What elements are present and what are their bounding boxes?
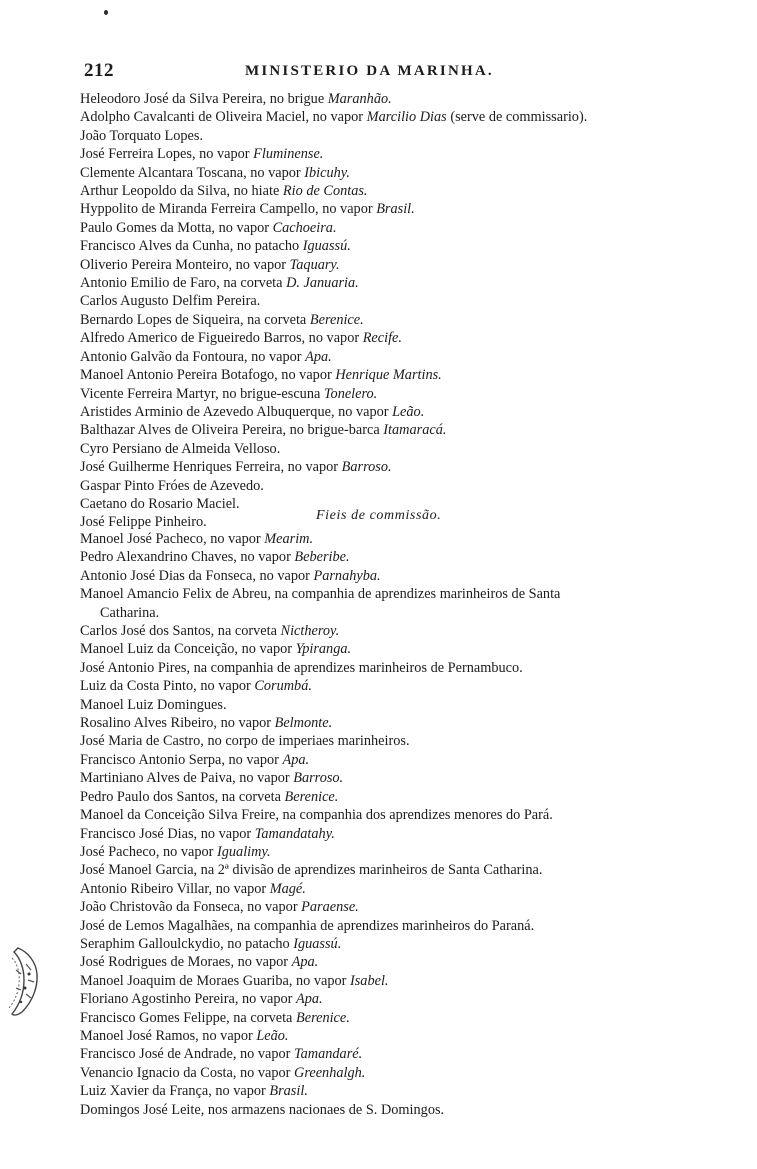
list-entry xyxy=(80,311,720,329)
ship-name: Leão. xyxy=(256,1027,289,1044)
entry-text: Vicente Ferreira Martyr, no brigue-escuna xyxy=(80,385,324,402)
ship-name: Leão. xyxy=(392,403,425,420)
ship-name: Brasil. xyxy=(376,201,415,218)
entry-text: Manoel Luiz da Conceição, no vapor xyxy=(80,641,296,658)
entry-text: Francisco José Dias, no vapor xyxy=(80,825,255,842)
officers-list xyxy=(80,90,720,532)
ship-name: Igualimy. xyxy=(216,843,271,860)
margin-stamp-fragment xyxy=(4,944,40,1018)
ship-name: Apa. xyxy=(282,751,310,768)
ship-name: Iguassú. xyxy=(302,238,351,255)
ship-name: Nictheroy. xyxy=(280,623,340,640)
entry-text: Rosalino Alves Ribeiro, no vapor xyxy=(80,715,275,732)
ship-name: Henrique Martins. xyxy=(335,367,442,384)
list-entry xyxy=(80,880,720,898)
list-entry xyxy=(80,769,720,787)
entry-text: Balthazar Alves de Oliveira Pereira, no brigue-barca xyxy=(80,422,384,439)
list-entry xyxy=(80,164,720,182)
list-entry xyxy=(80,585,720,622)
entry-text: Luiz da Costa Pinto, no vapor xyxy=(80,678,255,695)
ship-name: Berenice. xyxy=(284,788,339,805)
entry-text: Carlos Augusto Delfim Pereira. xyxy=(80,293,261,310)
ship-name: Greenhalgh. xyxy=(294,1064,366,1081)
ship-name: Tonelero. xyxy=(323,385,378,402)
page-header xyxy=(84,60,554,84)
entry-text: Adolpho Cavalcanti de Oliveira Maciel, no vapor xyxy=(80,109,367,126)
list-entry xyxy=(80,548,720,566)
list-entry xyxy=(80,421,720,439)
ship-name: Belmonte. xyxy=(274,715,333,732)
list-entry xyxy=(80,696,720,714)
running-head: MINISTERIO DA MARINHA. xyxy=(245,63,494,79)
list-entry xyxy=(80,972,720,990)
list-entry xyxy=(80,182,720,200)
entry-text: Oliverio Pereira Monteiro, no vapor xyxy=(80,256,290,273)
list-entry xyxy=(80,200,720,218)
list-entry xyxy=(80,677,720,695)
ship-name: Cachoeira. xyxy=(272,219,337,236)
entry-text: José Rodrigues de Moraes, no vapor xyxy=(80,954,292,971)
ship-name: Berenice. xyxy=(309,311,364,328)
list-entry xyxy=(80,622,720,640)
list-entry xyxy=(80,366,720,384)
ink-speck xyxy=(104,10,108,15)
ship-name: Berenice. xyxy=(295,1009,350,1026)
ship-name: Magé. xyxy=(269,880,306,897)
entry-text: Antonio Ribeiro Villar, no vapor xyxy=(80,880,270,897)
ship-name: Apa. xyxy=(296,991,323,1008)
entry-text: Francisco Alves da Cunha, no patacho xyxy=(80,238,303,255)
list-entry xyxy=(80,329,720,347)
list-entry xyxy=(80,237,720,255)
ship-name: Corumbá. xyxy=(254,678,312,695)
entry-continuation: Catharina. xyxy=(100,604,160,621)
entry-text: Antonio José Dias da Fonseca, no vapor xyxy=(80,567,314,584)
ship-name: Apa. xyxy=(291,954,319,971)
list-entry xyxy=(80,898,720,916)
entry-text: Alfredo Americo de Figueiredo Barros, no vapor xyxy=(80,330,363,347)
list-entry xyxy=(80,843,720,861)
entry-text: Gaspar Pinto Fróes de Azevedo. xyxy=(80,477,264,494)
entry-text: José Ferreira Lopes, no vapor xyxy=(80,146,254,163)
ship-name: Barroso. xyxy=(293,770,344,787)
ship-name: Fluminense. xyxy=(253,146,324,163)
list-entry xyxy=(80,640,720,658)
list-entry xyxy=(80,440,720,458)
ship-name: Marcilio Dias xyxy=(366,109,447,126)
list-entry xyxy=(80,825,720,843)
ship-name: Taquary. xyxy=(289,256,340,273)
entry-text: Heleodoro José da Silva Pereira, no brigue xyxy=(80,91,328,107)
entry-text: Antonio Emilio de Faro, na corveta xyxy=(80,275,287,292)
entry-text: Francisco José de Andrade, no vapor xyxy=(80,1046,294,1063)
ship-name: Brasil. xyxy=(269,1083,308,1100)
ship-name: Ypiranga. xyxy=(295,641,352,658)
entry-text: Manoel Joaquim de Moraes Guariba, no vapor xyxy=(80,972,350,989)
ship-name: Mearim. xyxy=(264,531,314,547)
ship-name: Isabel. xyxy=(349,972,389,989)
list-entry xyxy=(80,403,720,421)
entry-text: José Maria de Castro, no corpo de imperiaes marinheiros. xyxy=(80,733,410,750)
list-entry xyxy=(80,788,720,806)
entry-text: Pedro Paulo dos Santos, na corveta xyxy=(80,788,285,805)
list-entry xyxy=(80,917,720,935)
list-entry xyxy=(80,751,720,769)
ship-name: Beberibe. xyxy=(294,549,350,566)
list-entry xyxy=(80,567,720,585)
list-entry xyxy=(80,935,720,953)
entry-text: Pedro Alexandrino Chaves, no vapor xyxy=(80,549,295,566)
ship-name: Maranhão. xyxy=(327,91,392,107)
entry-text: Venancio Ignacio da Costa, no vapor xyxy=(80,1064,294,1081)
list-entry xyxy=(80,385,720,403)
entry-text: José de Lemos Magalhães, na companhia de aprendizes marinheiros do Paraná. xyxy=(80,917,535,934)
ship-name: Tamandatahy. xyxy=(254,825,335,842)
entry-text: João Christovão da Fonseca, no vapor xyxy=(80,899,302,916)
entry-text: Luiz Xavier da França, no vapor xyxy=(80,1083,270,1100)
commission-list xyxy=(80,530,720,1119)
list-entry xyxy=(80,1027,720,1045)
list-entry xyxy=(80,806,720,824)
entry-text: José Manoel Garcia, na 2ª divisão de aprendizes marinheiros de Santa Catharina. xyxy=(80,862,543,879)
entry-text: Antonio Galvão da Fontoura, no vapor xyxy=(80,348,306,365)
list-entry xyxy=(80,732,720,750)
list-entry xyxy=(80,108,720,126)
list-entry xyxy=(80,348,720,366)
list-entry xyxy=(80,714,720,732)
ship-name: Rio de Contas. xyxy=(282,183,368,200)
entry-text: Domingos José Leite, nos armazens nacionaes de S. Domingos. xyxy=(80,1101,445,1118)
list-entry xyxy=(80,292,720,310)
list-entry xyxy=(80,458,720,476)
list-entry xyxy=(80,90,720,108)
section-title: Fieis de commissão. xyxy=(316,508,442,523)
list-entry xyxy=(80,990,720,1008)
entry-text: Manoel José Ramos, no vapor xyxy=(80,1027,257,1044)
list-entry xyxy=(80,1064,720,1082)
ship-name: Tamandaré. xyxy=(294,1046,363,1063)
list-entry xyxy=(80,1101,720,1119)
list-entry xyxy=(80,219,720,237)
entry-text: Francisco Gomes Felippe, na corveta xyxy=(80,1009,296,1026)
ship-name: Recife. xyxy=(362,330,402,347)
entry-text: Paulo Gomes da Motta, no vapor xyxy=(80,219,273,236)
entry-text: José Pacheco, no vapor xyxy=(80,843,217,860)
entry-text: Manoel Luiz Domingues. xyxy=(80,696,227,713)
entry-text: Martiniano Alves de Paiva, no vapor xyxy=(80,770,294,787)
list-entry xyxy=(80,1082,720,1100)
entry-text: José Antonio Pires, na companhia de aprendizes marinheiros de Pernambuco. xyxy=(80,659,523,676)
entry-note: (serve de commissario). xyxy=(446,109,588,126)
entry-text: Manoel José Pacheco, no vapor xyxy=(80,531,265,547)
ship-name: Ibicuhy. xyxy=(304,164,350,181)
entry-text: José Guilherme Henriques Ferreira, no vapor xyxy=(80,459,342,476)
entry-text: Arthur Leopoldo da Silva, no hiate xyxy=(80,183,283,200)
ship-name: Iguassú. xyxy=(293,935,342,952)
entry-text: Hyppolito de Miranda Ferreira Campello, no vapor xyxy=(80,201,377,218)
entry-text: Francisco Antonio Serpa, no vapor xyxy=(80,751,283,768)
list-entry xyxy=(80,953,720,971)
ship-name: Paraense. xyxy=(301,899,359,916)
entry-text: Manoel da Conceição Silva Freire, na companhia dos aprendizes menores do Pará. xyxy=(80,807,553,824)
list-entry xyxy=(80,1009,720,1027)
list-entry xyxy=(80,1045,720,1063)
list-entry xyxy=(80,145,720,163)
list-entry xyxy=(80,530,720,548)
entry-text: João Torquato Lopes. xyxy=(80,127,204,144)
list-entry xyxy=(80,127,720,145)
entry-text: Manoel Amancio Felix de Abreu, na companhia de aprendizes marinheiros de Santa xyxy=(80,586,561,603)
entry-text: José Felippe Pinheiro. xyxy=(80,514,207,531)
ship-name: Itamaracá. xyxy=(383,422,447,439)
entry-text: Floriano Agostinho Pereira, no vapor xyxy=(80,991,297,1008)
list-entry xyxy=(80,256,720,274)
entry-text: Carlos José dos Santos, na corveta xyxy=(80,623,281,640)
ship-name: D. Januaria. xyxy=(286,275,359,292)
entry-text: Manoel Antonio Pereira Botafogo, no vapor xyxy=(80,367,336,384)
entry-text: Caetano do Rosario Maciel. xyxy=(80,495,240,512)
page-number: 212 xyxy=(84,60,114,81)
ship-name: Barroso. xyxy=(341,459,392,476)
list-entry xyxy=(80,477,720,495)
list-entry xyxy=(80,659,720,677)
entry-text: Bernardo Lopes de Siqueira, na corveta xyxy=(80,311,310,328)
entry-text: Aristides Arminio de Azevedo Albuquerque, no vapor xyxy=(80,403,393,420)
entry-text: Clemente Alcantara Toscana, no vapor xyxy=(80,164,305,181)
ship-name: Parnahyba. xyxy=(313,567,381,584)
entry-text: Cyro Persiano de Almeida Velloso. xyxy=(80,440,281,457)
list-entry xyxy=(80,861,720,879)
ship-name: Apa. xyxy=(305,348,332,365)
list-entry xyxy=(80,274,720,292)
entry-text: Seraphim Galloulckydio, no patacho xyxy=(80,935,294,952)
